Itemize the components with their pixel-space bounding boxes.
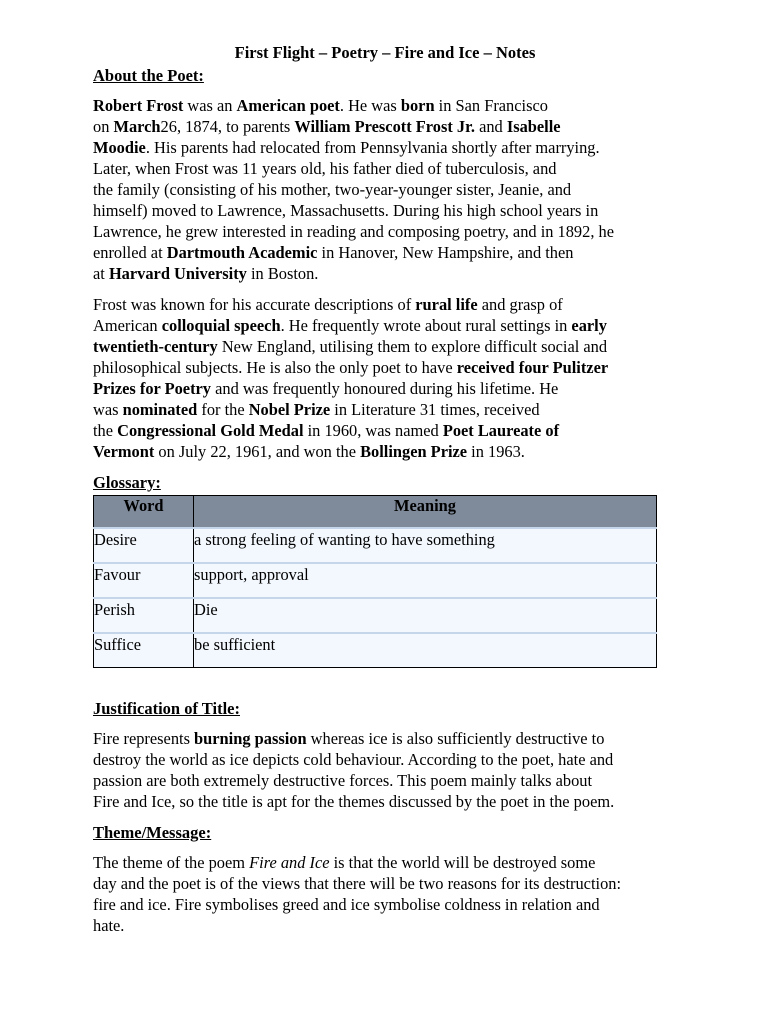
glossary-meaning: be sufficient [194,633,657,668]
text-line: The theme of the poem Fire and Ice is that the world will be destroyed some [93,853,596,872]
text-line: fire and ice. Fire symbolises greed and ice symbolise coldness in relation and [93,895,600,914]
text-line: passion are both extremely destructive forces. This poem mainly talks about [93,771,593,790]
text-line: Prizes for Poetry and was frequently honoured during his lifetime. He [93,379,559,398]
column-header-meaning: Meaning [194,496,657,529]
text-line: Robert Frost was an American poet. He was born in San Francisco [93,96,548,115]
glossary-word: Perish [94,598,194,633]
table-row [94,563,657,598]
theme-heading: Theme/Message: [93,823,212,842]
text-line: on March26, 1874, to parents William Prescott Frost Jr. and Isabelle [93,117,561,136]
text-line: Moodie. His parents had relocated from Pennsylvania shortly after marrying. [93,138,600,157]
glossary-heading: Glossary: [93,473,161,492]
glossary-word: Suffice [94,633,194,668]
justification-paragraph [93,728,683,812]
glossary-meaning: a strong feeling of wanting to have something [194,528,657,563]
text-line: the family (consisting of his mother, two-year-younger sister, Jeanie, and [93,180,572,199]
about-paragraph-1 [93,95,683,284]
text-line: was nominated for the Nobel Prize in Literature 31 times, received [93,400,540,419]
glossary-word: Favour [94,563,194,598]
theme-paragraph [93,852,683,936]
table-row [94,528,657,563]
about-paragraph-2 [93,294,683,462]
text-line: the Congressional Gold Medal in 1960, was named Poet Laureate of [93,421,560,440]
text-line: enrolled at Dartmouth Academic in Hanover, New Hampshire, and then [93,243,574,262]
text-line: himself) moved to Lawrence, Massachusetts. During his high school years in [93,201,599,220]
text-line: Lawrence, he grew interested in reading and composing poetry, and in 1892, he [93,222,614,241]
text-line: Frost was known for his accurate descriptions of rural life and grasp of [93,295,563,314]
text-line: Vermont on July 22, 1961, and won the Bollingen Prize in 1963. [93,442,525,461]
text-line: Fire represents burning passion whereas ice is also sufficiently destructive to [93,729,605,748]
justification-heading: Justification of Title: [93,699,240,718]
text-line: hate. [93,916,125,935]
text-line: day and the poet is of the views that there will be two reasons for its destruction: [93,874,622,893]
text-line: at Harvard University in Boston. [93,264,319,283]
glossary-meaning: support, approval [194,563,657,598]
table-row [94,598,657,633]
table-row [94,633,657,668]
glossary-meaning: Die [194,598,657,633]
document-page [93,42,683,936]
glossary-table [93,495,657,668]
about-heading: About the Poet: [93,66,204,85]
page-title: First Flight – Poetry – Fire and Ice – Notes [234,43,536,62]
glossary-word: Desire [94,528,194,563]
text-line: philosophical subjects. He is also the only poet to have received four Pulitzer [93,358,609,377]
text-line: destroy the world as ice depicts cold behaviour. According to the poet, hate and [93,750,614,769]
text-line: Fire and Ice, so the title is apt for the themes discussed by the poet in the poem. [93,792,615,811]
glossary-header-row [94,496,657,529]
column-header-word: Word [94,496,194,529]
text-line: Later, when Frost was 11 years old, his father died of tuberculosis, and [93,159,557,178]
text-line: American colloquial speech. He frequently wrote about rural settings in early [93,316,607,335]
text-line: twentieth-century New England, utilising them to explore difficult social and [93,337,608,356]
